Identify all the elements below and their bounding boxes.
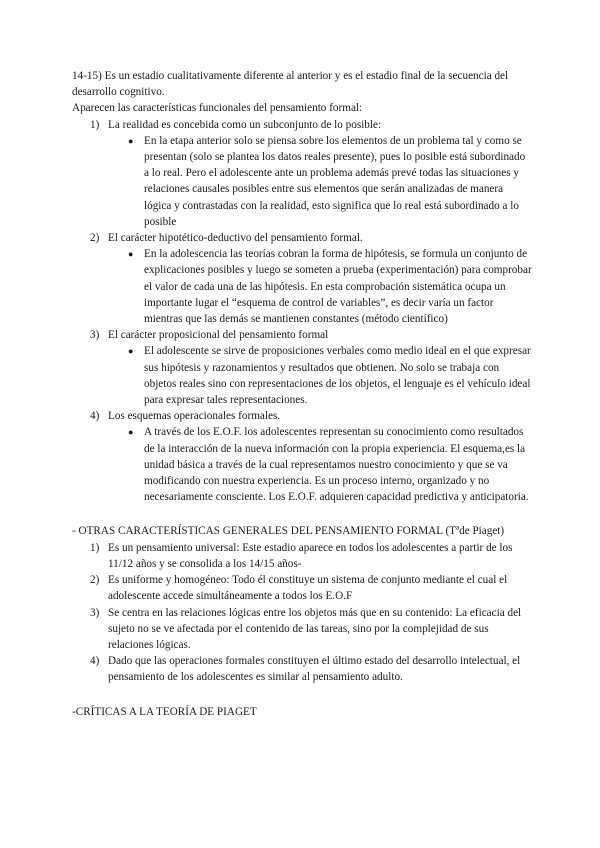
other-characteristics-list xyxy=(72,540,532,686)
item-title: Los esquemas operacionales formales. xyxy=(108,410,281,423)
bullet-icon: ● xyxy=(128,249,134,260)
other-item xyxy=(72,540,532,572)
item-number: 4) xyxy=(90,410,100,423)
item-number: 2) xyxy=(90,232,100,245)
functional-item xyxy=(72,230,532,327)
bullet-list xyxy=(108,424,532,505)
bullet-icon: ● xyxy=(128,346,134,357)
item-text: Es uniforme y homogéneo: Todo él constituye un sistema de conjunto mediante el cual el adolescente accede simultáneamente a todos los E.O.F xyxy=(108,574,508,603)
item-number: 4) xyxy=(90,655,100,668)
item-number: 2) xyxy=(90,574,100,587)
item-number: 1) xyxy=(90,118,100,131)
critics-heading: -CRÍTICAS A LA TEORÍA DE PIAGET xyxy=(72,705,257,718)
bullet-list xyxy=(108,133,532,230)
functional-item xyxy=(72,327,532,408)
functional-list xyxy=(72,117,532,506)
bullet-icon: ● xyxy=(128,135,134,146)
bullet-text: El adolescente se sirve de proposiciones verbales como medio ideal en el que expresar sus hipótesis y razonamientos y resultados que obtienen. No solo se trabaja con objetos reales sino con representaciones de los objetos, el lenguaje es el vehículo ideal para expresar tales representaciones. xyxy=(144,345,531,407)
item-number: 3) xyxy=(90,606,100,619)
functional-item xyxy=(72,408,532,505)
functional-item xyxy=(72,117,532,230)
bullet-text: A través de los E.O.F. los adolescentes representan su conocimiento como resultados de la interacción de la nueva información con la propia experiencia. El esquema,es la unidad básica a través de la cual representamos nuestro conocimiento y que se va modificando con nuestra experiencia. Es un proceso interno, organizado y no necesariamente consciente. Los E.O.F. adquieren capacidad predictiva y anticipatoria. xyxy=(144,426,529,504)
other-characteristics-heading: - OTRAS CARACTERÍSTICAS GENERALES DEL PENSAMIENTO FORMAL (Tªde Piaget) xyxy=(72,525,505,538)
bullet-item xyxy=(108,343,532,408)
item-number: 1) xyxy=(90,541,100,554)
other-item xyxy=(72,605,532,654)
item-title: El carácter hipotético-deductivo del pensamiento formal. xyxy=(108,232,363,245)
item-title: El carácter proposicional del pensamiento formal xyxy=(108,329,329,342)
item-text: Dado que las operaciones formales constituyen el último estado del desarrollo intelectual, el pensamiento de los adolescentes es similar al pensamiento adulto. xyxy=(108,655,521,684)
intro-paragraph: 14-15) Es un estadio cualitativamente diferente al anterior y es el estadio final de la secuencia del desarrollo cognitivo. xyxy=(72,70,509,99)
bullet-text: En la adolescencia las teorías cobran la forma de hipótesis, se formula un conjunto de explicaciones posibles y luego se someten a prueba (experimentación) para comprobar el valor de cada una de las hipótesis. En esta comprobación sistemática ocupa un importante lugar el “esquema de control de variables”, es decir varía un factor mientras que las demás se mantienen constantes (método científico) xyxy=(144,248,532,326)
functional-heading: Aparecen las características funcionales del pensamiento formal: xyxy=(72,102,363,115)
spacer xyxy=(72,686,532,704)
spacer xyxy=(72,505,532,523)
document-page xyxy=(72,68,532,720)
item-text: Es un pensamiento universal: Este estadio aparece en todos los adolescentes a partir de los 11/12 años y se consolida a los 14/15 años- xyxy=(108,541,513,570)
bullet-icon: ● xyxy=(128,427,134,438)
bullet-item xyxy=(108,246,532,327)
bullet-list xyxy=(108,343,532,408)
bullet-list xyxy=(108,246,532,327)
other-item xyxy=(72,653,532,685)
other-item xyxy=(72,572,532,604)
item-text: Se centra en las relaciones lógicas entre los objetos más que en su contenido: La eficacia del sujeto no se ve afectada por el contenido de las tareas, sino por la complejidad de sus relaciones lógicas. xyxy=(108,606,522,651)
item-title: La realidad es concebida como un subconjunto de lo posible: xyxy=(108,118,382,131)
item-number: 3) xyxy=(90,329,100,342)
bullet-item xyxy=(108,424,532,505)
bullet-text: En la etapa anterior solo se piensa sobre los elementos de un problema tal y como se presentan (solo se plantea los datos reales presente), pues lo posible está subordinado a lo real. Pero el adolescente ante un problema además prevé todas las situaciones y relaciones causales posibles entre sus elementos que serán analizadas de manera lógica y contrastadas con la realidad, esto significa que lo real está subordinado a lo posible xyxy=(144,134,526,228)
bullet-item xyxy=(108,133,532,230)
